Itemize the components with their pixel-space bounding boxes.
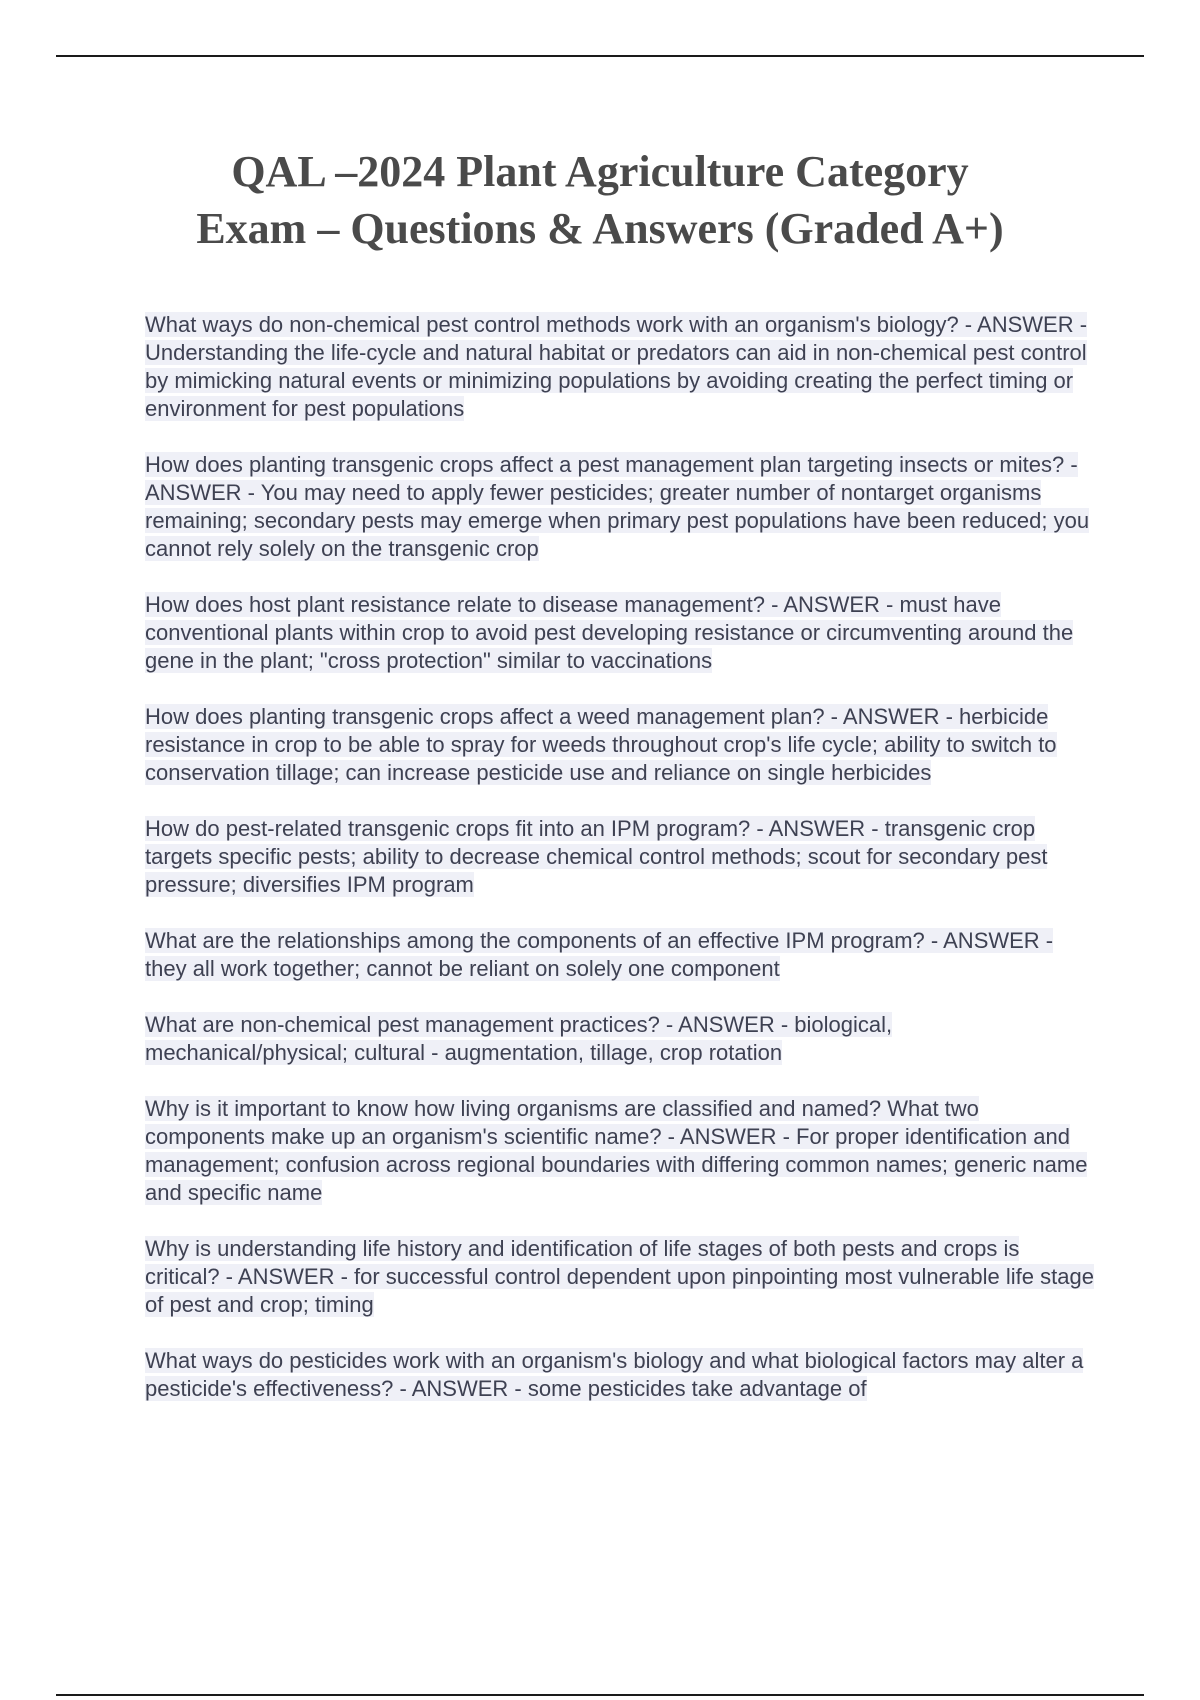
qa-item [145, 591, 1095, 675]
qa-text: How does host plant resistance relate to disease management? - ANSWER - must have conventional plants within crop to avoid pest developing resistance or circumventing around the gene in the plant; "cross protection" similar to vaccinations [145, 592, 1074, 673]
qa-text: What are the relationships among the components of an effective IPM program? - ANSWER - they all work together; cannot be reliant on solely one component [145, 928, 1054, 981]
title-line-2: Exam – Questions & Answers (Graded A+) [196, 204, 1004, 253]
qa-text: What ways do pesticides work with an organism's biology and what biological factors may alter a pesticide's effectiveness? - ANSWER - some pesticides take advantage of [145, 1348, 1084, 1401]
qa-item [145, 1347, 1095, 1403]
qa-text: How does planting transgenic crops affect a weed management plan? - ANSWER - herbicide resistance in crop to be able to spray for weeds throughout crop's life cycle; ability to switch to conservation tillage; can increase pesticide use and reliance on single herbicides [145, 704, 1057, 785]
footer-rule [56, 1694, 1144, 1696]
qa-text: Why is it important to know how living organisms are classified and named? What two components make up an organism's scientific name? - ANSWER - For proper identification and management; confusion across regional boundaries with differing common names; generic name and specific name [145, 1096, 1088, 1205]
qa-item [145, 311, 1095, 423]
qa-item [145, 451, 1095, 563]
qa-item [145, 703, 1095, 787]
document-title [100, 143, 1100, 257]
qa-text: How do pest-related transgenic crops fit into an IPM program? - ANSWER - transgenic crop targets specific pests; ability to decrease chemical control methods; scout for secondary pest pressure; diversifies IPM program [145, 816, 1048, 897]
title-line-1: QAL –2024 Plant Agriculture Category [231, 147, 969, 196]
qa-text: What are non-chemical pest management practices? - ANSWER - biological, mechanical/physical; cultural - augmentation, tillage, crop rotation [145, 1012, 893, 1065]
qa-item [145, 1095, 1095, 1207]
qa-item [145, 1011, 1095, 1067]
qa-text: How does planting transgenic crops affect a pest management plan targeting insects or mites? - ANSWER - You may need to apply fewer pesticides; greater number of nontarget organisms remaining; secondary pests may emerge when primary pest populations have been reduced; you cannot rely solely on the transgenic crop [145, 452, 1090, 561]
header-rule [56, 55, 1144, 57]
qa-text: Why is understanding life history and identification of life stages of both pests and crops is critical? - ANSWER - for successful control dependent upon pinpointing most vulnerable life stage of pest and crop; timing [145, 1236, 1094, 1317]
qa-text: What ways do non-chemical pest control methods work with an organism's biology? - ANSWER - Understanding the life-cycle and natural habitat or predators can aid in non-chemical pest control by mimicking natural events or minimizing populations by avoiding creating the perfect timing or environment for pest populations [145, 312, 1088, 421]
qa-item [145, 1235, 1095, 1319]
qa-list [145, 311, 1095, 1431]
qa-item [145, 927, 1095, 983]
qa-item [145, 815, 1095, 899]
